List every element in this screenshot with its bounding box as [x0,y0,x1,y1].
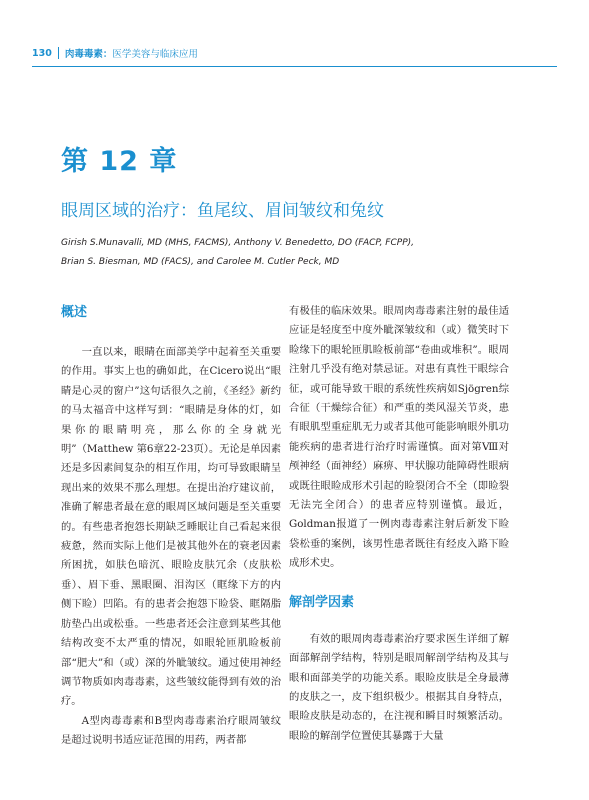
section-heading-anatomy: 解剖学因素 [289,594,355,610]
chapter-number: 第 12 章 [61,146,178,177]
section-heading-overview: 概述 [61,305,88,320]
body-paragraph: 有效的眼周肉毒毒素治疗要求医生详细了解面部解剖学结构，特别是眼周解剖学结构及其与眼和面部美学的功能关系。眼睑皮肤是全身最薄的皮肤之一，皮下组织极少。根据其自身特点，眼睑皮肤是动态的，在注视和瞬目时频繁活动。眼睑的解剖学位置使其暴露于大量 [289,632,509,742]
running-header [32,46,198,60]
author-line: Girish S.Munavalli, MD (MHS, FACMS), Anthony V. Benedetto, DO (FACP, FCPP), [61,238,414,248]
book-subtitle: 医学美容与临床应用 [112,49,198,60]
page-number: 130 [32,47,52,59]
header-separator [58,47,59,59]
right-column [289,302,509,746]
body-paragraph: 一直以来，眼睛在面部美学中起着至关重要的作用。事实上也的确如此，在Cicero说出“眼睛是心灵的窗户”这句话很久之前，《圣经》新约的马太福音中这样写到：“眼睛是身体的灯，如果你的眼睛明亮，那么你的全身就光明”（Matthew 第6章22-23页）。无论是单因素还是多因素间复杂的相互作用，均可导致眼睛呈现出来的效果不那么理想。在提出治疗建议前，准确了解患者最在意的眼周区域问题是至关重要的。有些患者抱怨长期缺乏睡眠让自己看起来很疲惫，然而实际上他们是被其他外在的衰老因素所困扰，如肤色暗沉、眼睑皮肤冗余（皮肤松垂）、眉下垂、黑眼圈、泪沟区（眶缘下方的内侧下睑）凹陷。有的患者会抱怨下睑袋、眶隔脂肪垫凸出或松垂。一些患者还会注意到某些其他结构改变不太严重的情况，如眼轮匝肌睑板前部“肥大”和（或）深的外眦皱纹。通过使用神经调节物质如肉毒毒素，这些皱纹能得到有效的治疗。 [61,346,281,708]
author-list [61,234,541,272]
author-line: Brian S. Biesman, MD (FACS), and Carolee M. Cutler Peck, MD [61,257,340,267]
body-paragraph: A型肉毒毒素和B型肉毒毒素治疗眼周皱纹是超过说明书适应证范围的用药，两者都 [61,714,281,747]
book-title: 肉毒毒素： [64,49,113,60]
body-paragraph-continued: 有极佳的临床效果。眼周肉毒毒素注射的最佳适应证是轻度至中度外眦深皱纹和（或）微笑时下睑缘下的眼轮匝肌睑板前部“卷曲或堆积”。眼周注射几乎没有绝对禁忌证。对患有真性干眼综合征，或可能导致干眼的系统性疾病如Sjögren综合征（干燥综合征）和严重的类风湿关节炎，患有眼肌型重症肌无力或者其他可能影响眼外肌功能疾病的患者进行治疗时需谨慎。面对第Ⅷ对颅神经（面神经）麻痹、甲状腺功能障碍性眼病或既往眼睑成形术引起的睑裂闭合不全（即睑裂无法完全闭合）的患者应特别谨慎。最近，Goldman报道了一例肉毒毒素注射后新发下睑袋松垂的案例，该男性患者既往有经皮入路下睑成形术史。 [289,305,509,570]
chapter-title: 眼周区域的治疗：鱼尾纹、眉间皱纹和兔纹 [61,201,384,221]
left-column [61,302,281,751]
header-rule [32,66,557,67]
